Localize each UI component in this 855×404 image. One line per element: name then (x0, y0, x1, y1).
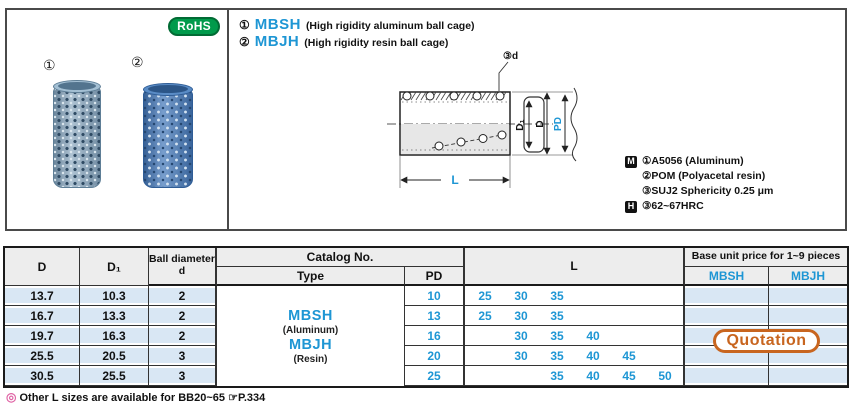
col-header-d: D (5, 248, 80, 286)
cell-ball-d: 2 (149, 306, 217, 326)
cell-ball-d: 2 (149, 326, 217, 346)
l-value: 35 (550, 348, 564, 363)
cell-ball-d: 2 (149, 286, 217, 306)
photo-label-2: ② (131, 54, 144, 70)
col-header-l: L (465, 248, 685, 286)
product-line-mbsh (239, 16, 475, 33)
cell-d1: 25.5 (80, 366, 149, 386)
dim-label-l: L (451, 173, 459, 187)
col-header-ball-diameter: Ball diameter d (149, 248, 217, 286)
circled-number-2: ② (239, 35, 250, 49)
material-icon: M (625, 156, 637, 168)
cell-l-sizes (465, 366, 685, 386)
cell-d1: 16.3 (80, 326, 149, 346)
col-header-price: Base unit price for 1~9 pieces (685, 248, 847, 267)
circled-number-1: ① (239, 18, 250, 32)
top-info-panel (5, 8, 847, 231)
dim-label-d1: D₁ (515, 119, 526, 131)
l-value: 35 (550, 288, 564, 303)
cell-pd: 13 (405, 306, 465, 326)
dim-label-d: D (535, 120, 546, 128)
dimension-drawing (377, 42, 607, 200)
l-value: 25 (478, 308, 492, 323)
note-line (625, 184, 773, 199)
cell-d1: 10.3 (80, 286, 149, 306)
cell-d: 19.7 (5, 326, 80, 346)
footnote (6, 390, 265, 404)
cell-l-sizes (465, 346, 685, 366)
product-code-mbsh: MBSH (254, 16, 301, 33)
cell-d: 30.5 (5, 366, 80, 386)
l-value: 35 (550, 308, 564, 323)
type-mbjh: MBJH (288, 336, 333, 353)
cell-price-mbjh (769, 286, 847, 306)
cell-price-mbjh (769, 366, 847, 386)
col-header-pd: PD (405, 267, 465, 286)
note-text: ③SUJ2 Sphericity 0.25 μm (642, 185, 774, 197)
quotation-stamp: Quotation (713, 329, 820, 353)
cell-price-mbsh (685, 286, 769, 306)
cell-price-mbsh (685, 306, 769, 326)
material-notes (625, 154, 773, 214)
product-desc-mbsh: (High rigidity aluminum ball cage) (305, 20, 475, 32)
cell-l-sizes (465, 306, 685, 326)
spec-table (3, 246, 849, 388)
l-value: 40 (586, 328, 600, 343)
type-mbjh-material: (Resin) (293, 353, 328, 365)
l-value: 25 (478, 288, 492, 303)
l-value: 40 (586, 368, 600, 383)
hardness-icon: H (625, 201, 637, 213)
l-value: 35 (550, 328, 564, 343)
product-photo-panel (7, 10, 229, 229)
cell-pd: 25 (405, 366, 465, 386)
rohs-badge: RoHS (168, 17, 220, 36)
cage-lower-half (401, 124, 509, 154)
ball-diameter-callout: ③d (503, 51, 519, 62)
cell-price-mbsh (685, 366, 769, 386)
note-line (625, 199, 773, 214)
l-value: 30 (514, 328, 528, 343)
l-value: 40 (586, 348, 600, 363)
product-desc-mbjh: (High rigidity resin ball cage) (304, 37, 449, 49)
type-mbsh-material: (Aluminum) (282, 324, 339, 336)
cell-price-mbjh (769, 306, 847, 326)
break-line (571, 88, 577, 161)
cell-d: 25.5 (5, 346, 80, 366)
col-header-catalog-no: Catalog No. (217, 248, 465, 267)
note-text: ①A5056 (Aluminum) (642, 155, 744, 167)
l-value: 50 (658, 368, 672, 383)
col-header-d1: D₁ (80, 248, 149, 286)
note-text: ②POM (Polyacetal resin) (642, 170, 766, 182)
footnote-text: Other L sizes are available for BB20~65 ☞P.334 (19, 392, 266, 404)
cell-pd: 20 (405, 346, 465, 366)
cell-d1: 20.5 (80, 346, 149, 366)
product-code-mbjh: MBJH (254, 33, 300, 50)
cell-ball-d: 3 (149, 346, 217, 366)
product-photo-mbsh (53, 80, 101, 188)
type-mbsh: MBSH (288, 307, 333, 324)
cell-pd: 16 (405, 326, 465, 346)
note-line (625, 169, 773, 184)
col-header-price-mbjh: MBJH (769, 267, 847, 286)
col-header-price-mbsh: MBSH (685, 267, 769, 286)
dim-label-pd: PD (553, 117, 564, 131)
product-photo-mbjh (143, 83, 193, 188)
footnote-symbol: ◎ (6, 390, 17, 404)
col-header-type: Type (217, 267, 405, 286)
cell-d: 13.7 (5, 286, 80, 306)
cell-l-sizes (465, 286, 685, 306)
note-line (625, 154, 773, 169)
cylinder-body (143, 89, 193, 188)
l-value: 30 (514, 348, 528, 363)
cell-l-sizes (465, 326, 685, 346)
photo-label-1: ① (43, 57, 56, 73)
cylinder-body (53, 86, 101, 188)
l-value: 35 (550, 368, 564, 383)
cell-ball-d: 3 (149, 366, 217, 386)
l-value: 45 (622, 368, 636, 383)
cell-d: 16.7 (5, 306, 80, 326)
cell-pd: 10 (405, 286, 465, 306)
l-value: 45 (622, 348, 636, 363)
note-text: ③62~67HRC (642, 200, 704, 212)
type-cell (217, 286, 405, 386)
cylinder-bore (148, 85, 188, 93)
l-value: 30 (514, 308, 528, 323)
l-value: 30 (514, 288, 528, 303)
cylinder-bore (58, 82, 96, 90)
cell-d1: 13.3 (80, 306, 149, 326)
